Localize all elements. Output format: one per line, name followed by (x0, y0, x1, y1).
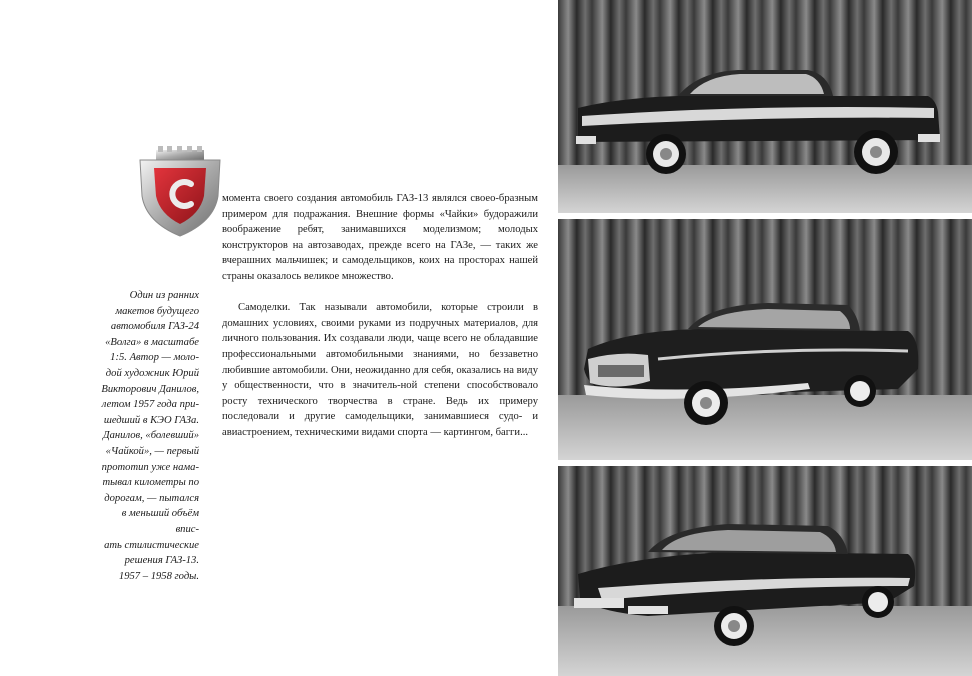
caption-line: 1957 – 1958 годы. (118, 570, 199, 582)
caption-line: дорогам, — пытался (104, 492, 199, 504)
caption-line: в меньший объём впис- (121, 508, 199, 535)
caption-line: «Волга» в масштабе (105, 336, 199, 348)
caption-line: Данилов, «болевший» (102, 430, 199, 442)
caption-line: летом 1957 года при- (101, 399, 199, 411)
photo-side-view (558, 0, 972, 213)
caption-line: ать стилистические (104, 539, 199, 551)
caption-line: прототип уже нама- (101, 461, 199, 473)
caption-line: шедший в КЭО ГАЗа. (103, 414, 199, 426)
caption-line: Викторович Данилов, (101, 383, 199, 395)
article-paragraph-2: Самоделки. Так называли автомобили, которые строили в домашних условиях, своими руками из подручных материалов, для личного пользования. Их создавали люди, чаще всего не обладавшие профессиональными автомобильными знаниями, но беззаветно любившие автомобили. Они, неожиданно для себя, оказались на виду у общественности, что в значитель-ной степени способствовало росту технического творчества в стране. Ведь их примеру последовали и другие самодельщики, занимавшиеся судо- и авиастроением, техническими видами спорта — картингом, багги... (222, 302, 538, 438)
caption-line: дой художник Юрий (105, 367, 199, 379)
caption-line: Один из ранних (129, 290, 199, 301)
caption-line: макетов будущего (115, 305, 199, 317)
article-paragraph-1: момента своего создания автомобиль ГАЗ-13 являлся своео-бразным примером для подражания. Внешние формы «Чайки» будоражили воображение ребят, занимавшихся моделизмом; молодых конструкторов на автозаводах, прежде всего на ГАЗе, — таких же вчерашних мальчишек; и самодельщиков, коих на просторах нашей страны оказалось великое множество. (222, 193, 538, 282)
caption-line: решения ГАЗ-13. (124, 555, 199, 567)
photo-front-three-quarter-view (558, 219, 972, 460)
caption-line: автомобиля ГАЗ-24 (110, 321, 199, 333)
gaz-emblem-icon (134, 146, 226, 238)
caption-line: 1:5. Автор — моло- (110, 352, 199, 364)
photo-caption (96, 288, 199, 584)
photo-rear-three-quarter-view (558, 466, 972, 676)
caption-line: «Чайкой», — первый (105, 445, 199, 457)
caption-line: тывал километры по (102, 477, 199, 489)
article-body (222, 191, 538, 456)
